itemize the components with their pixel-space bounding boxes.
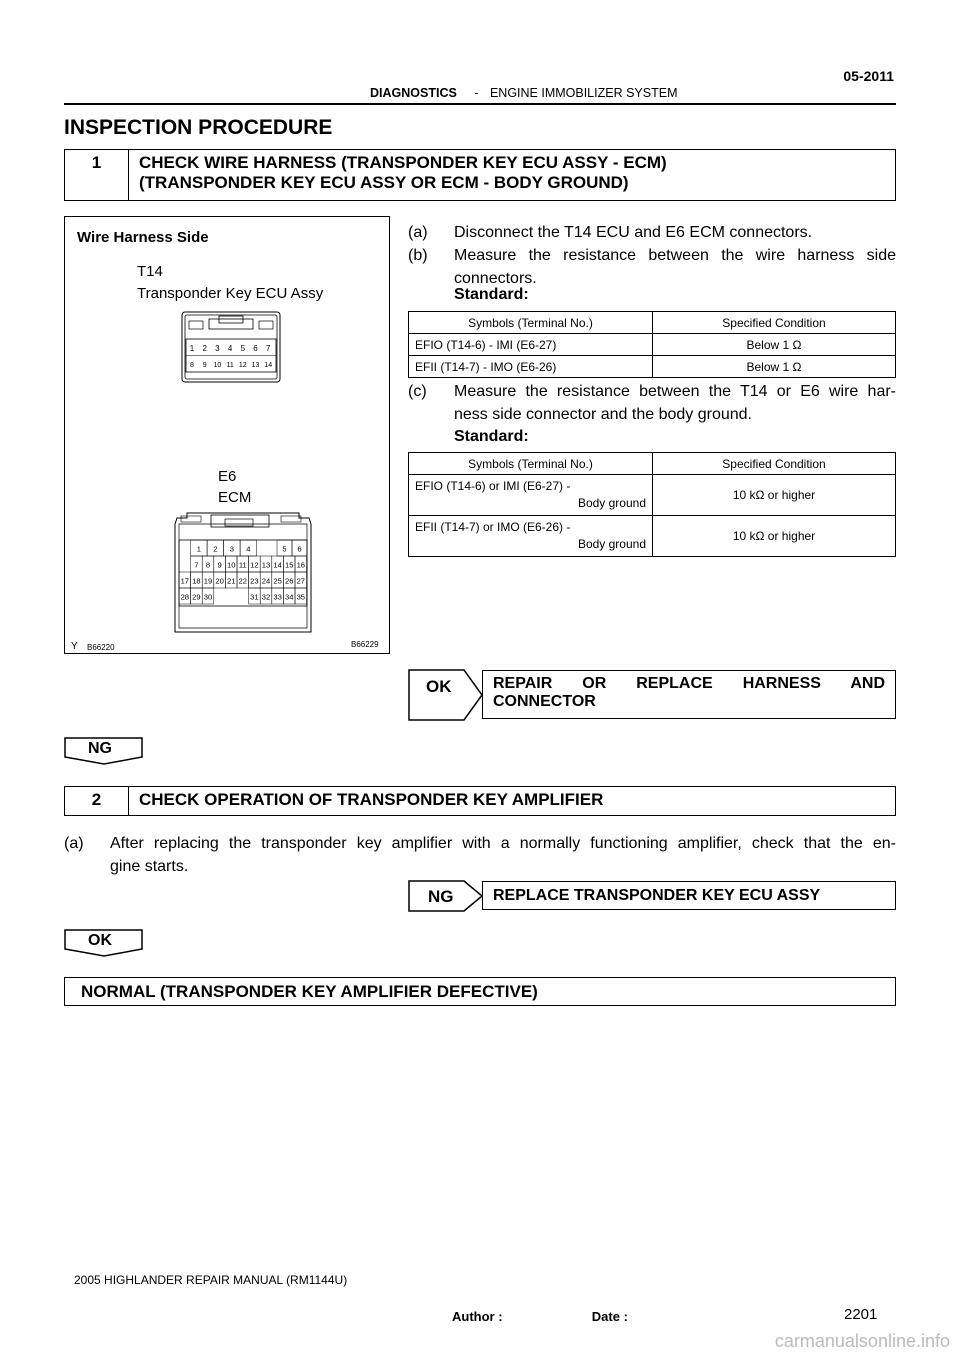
table1-r2-symbols: EFII (T14-7) - IMO (E6-26) bbox=[409, 356, 653, 378]
table1-r1-condition: Below 1 Ω bbox=[653, 334, 896, 356]
final-result-text: NORMAL (TRANSPONDER KEY AMPLIFIER DEFECTIVE) bbox=[81, 982, 538, 1001]
author-date-line bbox=[452, 1309, 628, 1324]
result-replace-box bbox=[482, 881, 896, 910]
t14-pin-label: 9 bbox=[202, 362, 207, 369]
e6-pin-label: 11 bbox=[238, 560, 247, 570]
table1-header-symbols: Symbols (Terminal No.) bbox=[409, 312, 653, 334]
standard-label-1: Standard: bbox=[454, 286, 529, 303]
e6-pin-label: 23 bbox=[250, 576, 259, 586]
e6-pin-label: 27 bbox=[296, 576, 306, 586]
e6-pin-label: 6 bbox=[297, 544, 302, 554]
step-b-text-1: Measure the resistance between the wire harness side bbox=[454, 247, 896, 264]
header-rule bbox=[64, 103, 896, 105]
t14-pin-label: 10 bbox=[213, 362, 222, 369]
step-b-marker: (b) bbox=[408, 247, 428, 264]
table2-r1-symbols-line2: Body ground bbox=[577, 496, 646, 510]
e6-pin-label: 35 bbox=[296, 592, 306, 602]
step-a-marker: (a) bbox=[408, 224, 428, 241]
step-c-text-1: Measure the resistance between the T14 or E6 wire har- bbox=[454, 383, 896, 400]
e6-pin-label: 8 bbox=[205, 560, 211, 570]
step2-a-marker: (a) bbox=[64, 835, 84, 852]
t14-pin-label: 6 bbox=[253, 344, 258, 353]
ng-arrow-label: NG bbox=[428, 887, 454, 906]
y-mark: Y bbox=[71, 641, 78, 652]
e6-pin-label: 26 bbox=[284, 576, 294, 586]
step2-box bbox=[64, 786, 896, 816]
spec-table-1 bbox=[408, 311, 896, 378]
header-system: ENGINE IMMOBILIZER SYSTEM bbox=[489, 86, 678, 100]
e6-pin-label: 18 bbox=[192, 576, 201, 586]
step2-a-text-2: gine starts. bbox=[110, 858, 189, 875]
manual-footer: 2005 HIGHLANDER REPAIR MANUAL (RM1144U) bbox=[74, 1273, 348, 1287]
e6-name: ECM bbox=[218, 489, 252, 506]
e6-pin-label: 33 bbox=[273, 592, 282, 602]
page-code: 05-2011 bbox=[843, 68, 894, 84]
e6-pin-label: 24 bbox=[261, 576, 271, 586]
e6-pin-label: 21 bbox=[226, 576, 236, 586]
author-label: Author : bbox=[452, 1309, 503, 1324]
t14-pin-label: 7 bbox=[265, 344, 271, 353]
figure-id-right: B66229 bbox=[351, 640, 379, 649]
t14-pin-label: 1 bbox=[189, 344, 195, 353]
t14-name: Transponder Key ECU Assy bbox=[137, 285, 324, 302]
t14-pin-label: 12 bbox=[238, 362, 247, 369]
final-result-box bbox=[64, 977, 896, 1006]
e6-pin-label: 25 bbox=[273, 576, 282, 586]
e6-pin-label: 5 bbox=[282, 544, 287, 554]
step2-a bbox=[64, 833, 896, 877]
e6-pin-label: 9 bbox=[217, 560, 222, 570]
t14-pin-label: 2 bbox=[202, 344, 207, 353]
e6-pin-label: 10 bbox=[226, 560, 236, 570]
e6-code: E6 bbox=[218, 468, 237, 485]
t14-pin-label: 3 bbox=[215, 344, 220, 353]
t14-pin-label: 4 bbox=[227, 344, 233, 353]
step1-line1: CHECK WIRE HARNESS (TRANSPONDER KEY ECU ASSY - ECM) bbox=[139, 153, 667, 172]
e6-pin-label: 7 bbox=[194, 560, 199, 570]
date-label: Date : bbox=[591, 1309, 628, 1324]
t14-pin-label: 5 bbox=[240, 344, 246, 353]
table2-r2-condition: 10 kΩ or higher bbox=[653, 516, 896, 557]
e6-pin-label: 30 bbox=[203, 592, 213, 602]
result-repair-line2: CONNECTOR bbox=[493, 693, 596, 710]
standard-label-2: Standard: bbox=[454, 428, 529, 445]
step-b-text-2: connectors. bbox=[454, 270, 537, 287]
table1-r2-condition: Below 1 Ω bbox=[653, 356, 896, 378]
e6-pin-label: 2 bbox=[213, 544, 218, 554]
table1-header-condition: Specified Condition bbox=[653, 312, 896, 334]
step-c bbox=[408, 381, 896, 425]
ok-tab-label: OK bbox=[88, 932, 112, 949]
table1-r1-symbols: EFIO (T14-6) - IMI (E6-27) bbox=[409, 334, 653, 356]
e6-pin-label: 4 bbox=[246, 544, 251, 554]
step-b bbox=[408, 245, 896, 289]
result-repair-box bbox=[482, 670, 896, 719]
ng-tab-label: NG bbox=[88, 740, 112, 757]
t14-pin-label: 14 bbox=[264, 362, 273, 369]
step-c-text-2: ness side connector and the body ground. bbox=[454, 406, 752, 423]
result-repair-line1: REPAIR OR REPLACE HARNESS AND bbox=[493, 675, 885, 692]
e6-pin-label: 32 bbox=[261, 592, 271, 602]
e6-pin-label: 19 bbox=[203, 576, 213, 586]
header-dash: - bbox=[474, 86, 479, 100]
e6-pin-label: 34 bbox=[284, 592, 294, 602]
page-number: 2201 bbox=[844, 1306, 878, 1323]
table2-r1-symbols bbox=[409, 475, 653, 516]
result-replace-text: REPLACE TRANSPONDER KEY ECU ASSY bbox=[493, 887, 821, 904]
step1-box bbox=[64, 149, 896, 201]
table2-r2-symbols bbox=[409, 516, 653, 557]
e6-pin-label: 3 bbox=[229, 544, 234, 554]
e6-pin-label: 17 bbox=[180, 576, 190, 586]
e6-pin-label: 14 bbox=[273, 560, 282, 570]
e6-pin-label: 15 bbox=[284, 560, 294, 570]
figure-heading: Wire Harness Side bbox=[77, 229, 209, 246]
t14-pin-label: 11 bbox=[226, 362, 234, 369]
step2-a-text-1: After replacing the transponder key amplifier with a normally functioning amplifier, check that the en- bbox=[110, 835, 896, 852]
table2-header-condition: Specified Condition bbox=[653, 453, 896, 475]
header-section: DIAGNOSTICS bbox=[370, 86, 457, 100]
spec-table-2 bbox=[408, 452, 896, 557]
step2-number: 2 bbox=[65, 787, 129, 815]
t14-pin-label: 13 bbox=[251, 362, 260, 369]
table2-r1-symbols-line1: EFIO (T14-6) or IMI (E6-27) - bbox=[415, 479, 571, 493]
e6-pin-label: 28 bbox=[180, 592, 190, 602]
ok-arrow-label: OK bbox=[426, 677, 452, 696]
e6-pin-label: 1 bbox=[196, 544, 201, 554]
e6-pin-label: 16 bbox=[296, 560, 306, 570]
e6-pin-label: 22 bbox=[238, 576, 248, 586]
step-c-marker: (c) bbox=[408, 383, 427, 400]
e6-connector-diagram bbox=[171, 510, 315, 638]
e6-pin-label: 20 bbox=[215, 576, 224, 586]
step2-title: CHECK OPERATION OF TRANSPONDER KEY AMPLIFIER bbox=[139, 790, 604, 809]
step1-number: 1 bbox=[65, 150, 129, 200]
table2-r2-symbols-line2: Body ground bbox=[577, 537, 646, 551]
step1-line2: (TRANSPONDER KEY ECU ASSY OR ECM - BODY GROUND) bbox=[139, 173, 629, 192]
figure-id-left: B66220 bbox=[87, 643, 115, 652]
table2-r1-condition: 10 kΩ or higher bbox=[653, 475, 896, 516]
e6-pin-label: 31 bbox=[250, 592, 259, 602]
step1-title bbox=[129, 150, 895, 200]
watermark: carmanualsonline.info bbox=[774, 1331, 950, 1351]
header-title bbox=[370, 86, 677, 100]
table2-header-symbols: Symbols (Terminal No.) bbox=[409, 453, 653, 475]
table2-r2-symbols-line1: EFII (T14-7) or IMO (E6-26) - bbox=[415, 520, 571, 534]
t14-pin-label: 8 bbox=[190, 362, 194, 369]
e6-pin-label: 13 bbox=[261, 560, 271, 570]
page-title: INSPECTION PROCEDURE bbox=[64, 116, 333, 139]
connector-figure bbox=[64, 216, 390, 654]
t14-code: T14 bbox=[137, 263, 163, 280]
step-a-text: Disconnect the T14 ECU and E6 ECM connectors. bbox=[454, 224, 813, 241]
e6-pin-label: 29 bbox=[192, 592, 201, 602]
e6-pin-label: 12 bbox=[250, 560, 259, 570]
t14-connector-diagram bbox=[181, 311, 281, 383]
